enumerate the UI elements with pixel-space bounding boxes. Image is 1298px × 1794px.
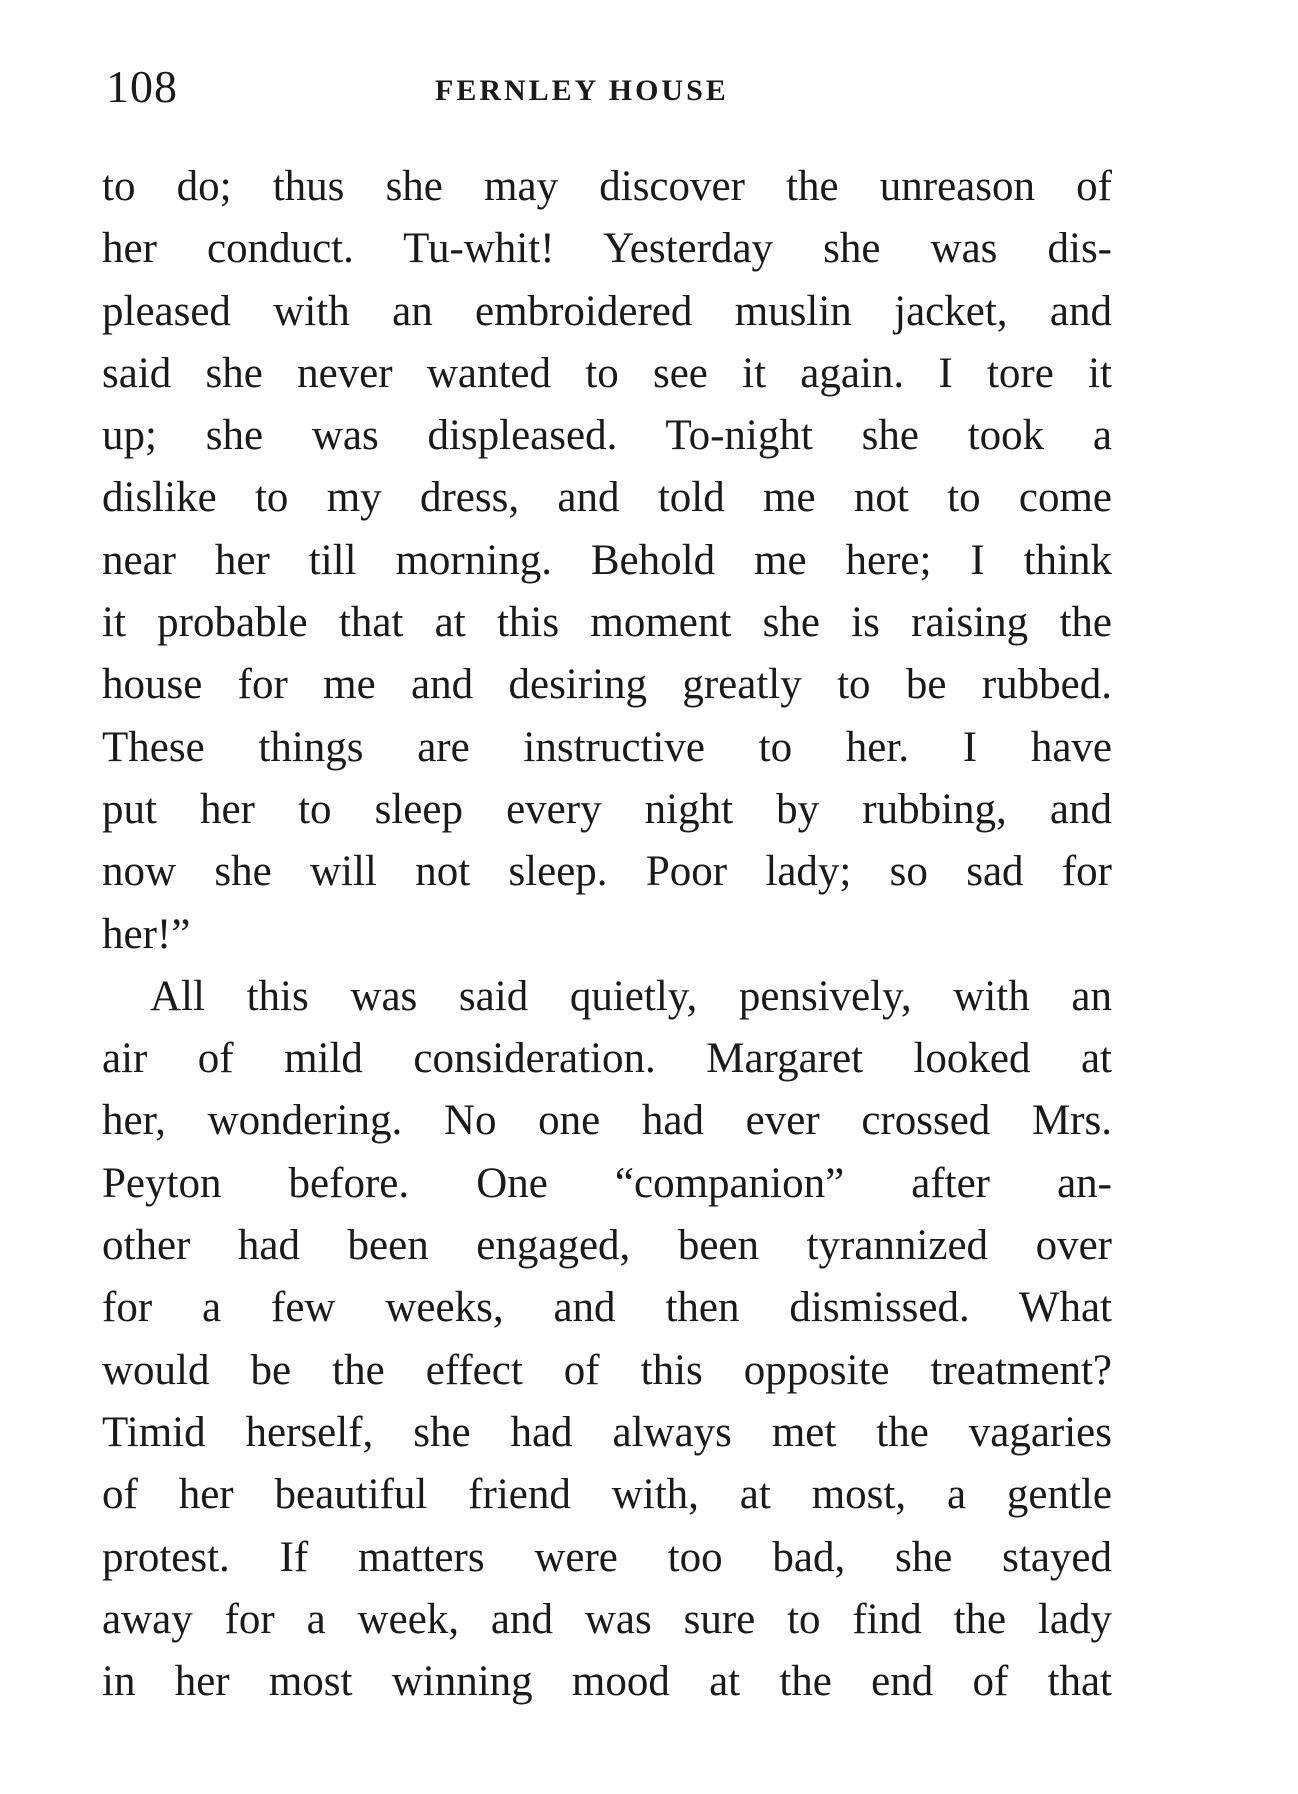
body-text: [102, 156, 1112, 1713]
text-line: up; she was displeased. To-night she took a: [102, 412, 1112, 460]
text-line: said she never wanted to see it again. I tore it: [102, 349, 1112, 397]
text-line: pleased with an embroidered muslin jacket, and: [102, 287, 1112, 335]
text-line: air of mild consideration. Margaret looked at: [102, 1035, 1112, 1083]
text-line: These things are instructive to her. I have: [102, 723, 1112, 771]
text-line: All this was said quietly, pensively, with an: [150, 972, 1112, 1020]
text-line: Timid herself, she had always met the vagaries: [102, 1408, 1112, 1456]
text-line: near her till morning. Behold me here; I think: [102, 536, 1112, 584]
text-line: other had been engaged, been tyrannized over: [102, 1222, 1112, 1270]
text-line: for a few weeks, and then dismissed. What: [102, 1284, 1112, 1332]
paragraph: [102, 156, 1112, 966]
running-title: FERNLEY HOUSE: [435, 74, 729, 107]
text-line: to do; thus she may discover the unreason of: [102, 163, 1112, 210]
text-line: of her beautiful friend with, at most, a gentle: [102, 1471, 1112, 1519]
paragraph: [102, 966, 1112, 1714]
text-line: Peyton before. One “companion” after an-: [102, 1159, 1112, 1207]
text-line: her!”: [102, 910, 191, 958]
text-line: her conduct. Tu-whit! Yesterday she was dis-: [102, 225, 1112, 273]
text-line: now she will not sleep. Poor lady; so sad for: [102, 848, 1112, 896]
text-line: dislike to my dress, and told me not to come: [102, 474, 1112, 522]
text-line: it probable that at this moment she is raising the: [102, 599, 1112, 647]
text-line: her, wondering. No one had ever crossed Mrs.: [102, 1097, 1112, 1145]
text-line: away for a week, and was sure to find the lady: [102, 1595, 1112, 1643]
text-line: put her to sleep every night by rubbing, and: [102, 785, 1112, 833]
text-line: would be the effect of this opposite treatment?: [102, 1346, 1112, 1394]
text-line: in her most winning mood at the end of that: [102, 1658, 1112, 1706]
text-line: protest. If matters were too bad, she stayed: [102, 1533, 1112, 1581]
page-number: 108: [106, 61, 178, 112]
page-header: [100, 60, 1120, 120]
text-line: house for me and desiring greatly to be rubbed.: [102, 661, 1112, 709]
